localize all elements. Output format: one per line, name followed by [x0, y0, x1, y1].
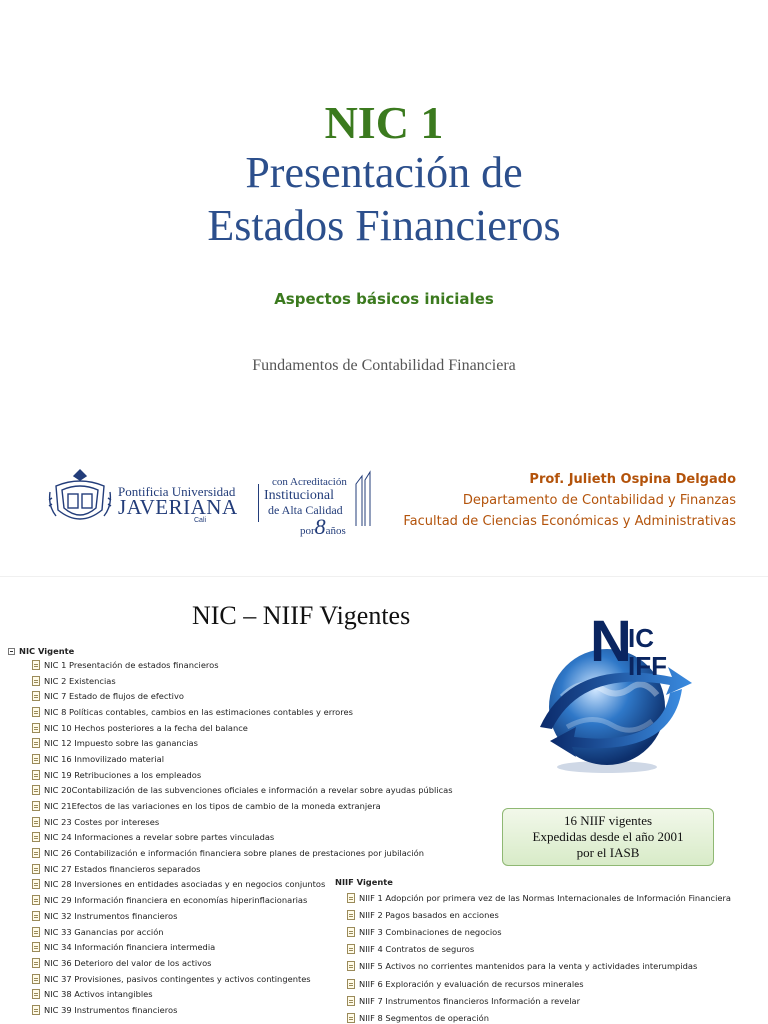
collapse-icon[interactable]	[8, 648, 15, 655]
document-icon	[32, 801, 40, 811]
niif-globe-icon	[532, 617, 702, 777]
document-icon	[32, 707, 40, 717]
nic-title: NIC 1	[324, 97, 444, 148]
document-icon	[32, 691, 40, 701]
niif-item[interactable]	[347, 923, 731, 940]
document-icon	[32, 832, 40, 842]
document-icon	[32, 723, 40, 733]
nic-item-label: NIC 32 Instrumentos financieros	[44, 910, 178, 921]
nic-item-label: NIC 12 Impuesto sobre las ganancias	[44, 738, 198, 749]
niif-tree	[333, 875, 731, 1024]
document-icon	[32, 927, 40, 937]
document-icon	[32, 848, 40, 858]
document-icon	[347, 893, 355, 903]
box-line-3: por el IASB	[576, 845, 640, 860]
nic-tree-header[interactable]	[8, 645, 453, 657]
nic-item-label: NIC 28 Inversiones en entidades asociadas y en negocios conjuntos	[44, 879, 326, 890]
document-icon	[347, 996, 355, 1006]
main-title	[0, 146, 768, 252]
slide-standards	[0, 577, 768, 1024]
document-icon	[32, 974, 40, 984]
niif-item-label: NIIF 7 Instrumentos financieros Información a revelar	[359, 995, 581, 1006]
nic-item[interactable]	[32, 688, 453, 704]
box-line-1: 16 NIIF vigentes	[563, 813, 653, 828]
accreditation-line-2: Institucional	[264, 488, 334, 503]
nic-item[interactable]	[32, 767, 453, 783]
author-faculty: Facultad de Ciencias Económicas y Administrativas	[403, 514, 736, 529]
accreditation-por: por	[300, 525, 315, 537]
nic-item-label: NIC 1 Presentación de estados financieros	[44, 659, 219, 670]
document-icon	[32, 770, 40, 780]
document-icon	[347, 910, 355, 920]
accreditation-line-3: de Alta Calidad	[268, 503, 343, 517]
nic-item-label: NIC 26 Contabilización e información financiera sobre planes de prestaciones por jubilación	[44, 848, 424, 859]
nic-item[interactable]	[32, 720, 453, 736]
nic-item-label: NIC 19 Retribuciones a los empleados	[44, 769, 202, 780]
niif-tree-header[interactable]: NIIF Vigente	[335, 877, 393, 887]
nic-item[interactable]	[32, 751, 453, 767]
slide2-title: NIC – NIIF Vigentes	[192, 601, 411, 630]
document-icon	[32, 660, 40, 670]
logo-separator	[258, 484, 259, 522]
nic-item[interactable]	[32, 798, 453, 814]
globe-text-iff: IFF	[628, 651, 667, 681]
nic-item-label: NIC 34 Información financiera intermedia	[44, 942, 216, 953]
university-line-1: Pontificia Universidad	[118, 484, 236, 499]
author-department: Departamento de Contabilidad y Finanzas	[462, 493, 736, 508]
document-icon	[32, 1005, 40, 1015]
niif-item-label: NIIF 2 Pagos basados en acciones	[359, 909, 499, 920]
nic-item-label: NIC 29 Información financiera en economías hiperinflacionarias	[44, 895, 308, 906]
nic-item-label: NIC 37 Provisiones, pasivos contingentes y activos contingentes	[44, 973, 311, 984]
document-icon	[347, 979, 355, 989]
document-icon	[32, 911, 40, 921]
nic-item-label: NIC 21Efectos de las variaciones en los tipos de cambio de la moneda extranjera	[44, 801, 381, 812]
niif-item-label: NIIF 6 Exploración y evaluación de recursos minerales	[359, 978, 584, 989]
nic-item-label: NIC 23 Costes por intereses	[44, 816, 160, 827]
niif-item[interactable]	[347, 941, 731, 958]
university-logo	[46, 466, 376, 539]
accreditation-number: 8	[314, 514, 326, 539]
nic-item-label: NIC 20Contabilización de las subvenciones oficiales e información a revelar sobre ayudas públicas	[44, 785, 453, 796]
course-name: Fundamentos de Contabilidad Financiera	[252, 357, 516, 374]
niif-item[interactable]	[347, 958, 731, 975]
title-line-1: Presentación de	[245, 148, 523, 197]
nic-item-label: NIC 39 Instrumentos financieros	[44, 1004, 178, 1015]
nic-header-label: NIC Vigente	[19, 646, 75, 656]
globe-text-ic: IC	[628, 623, 654, 653]
document-icon	[347, 1013, 355, 1023]
accreditation-years	[300, 514, 346, 540]
niif-item-label: NIIF 1 Adopción por primera vez de las Normas Internacionales de Información Financiera	[359, 892, 731, 903]
niif-item[interactable]	[347, 975, 731, 992]
document-icon	[32, 817, 40, 827]
document-icon	[32, 864, 40, 874]
document-icon	[347, 944, 355, 954]
document-icon	[32, 942, 40, 952]
document-icon	[32, 738, 40, 748]
nic-item-label: NIC 38 Activos intangibles	[44, 989, 153, 1000]
niif-item[interactable]	[347, 889, 731, 906]
nic-item[interactable]	[32, 657, 453, 673]
niif-item-label: NIIF 4 Contratos de seguros	[359, 944, 475, 955]
document-icon	[32, 676, 40, 686]
nic-item-label: NIC 2 Existencias	[44, 675, 116, 686]
document-icon	[32, 989, 40, 999]
nic-item[interactable]	[32, 735, 453, 751]
niif-item[interactable]	[347, 906, 731, 923]
niif-item[interactable]	[347, 1009, 731, 1024]
niif-item-label: NIIF 5 Activos no corrientes mantenidos para la venta y actividades interumpidas	[359, 961, 698, 972]
document-icon	[32, 895, 40, 905]
nic-item-label: NIC 10 Hechos posteriores a la fecha del balance	[44, 722, 248, 733]
nic-item-label: NIC 27 Estados financieros separados	[44, 863, 201, 874]
niif-item-label: NIIF 8 Segmentos de operación	[359, 1012, 489, 1023]
globe-letter-n: N	[590, 617, 632, 674]
author-block	[403, 469, 736, 532]
crest-icon	[46, 466, 114, 530]
author-name: Prof. Julieth Ospina Delgado	[529, 472, 736, 487]
nic-item-label: NIC 8 Políticas contables, cambios en las estimaciones contables y errores	[44, 706, 353, 717]
nic-item[interactable]	[32, 783, 453, 799]
document-icon	[347, 961, 355, 971]
nic-item[interactable]	[32, 814, 453, 830]
document-icon	[347, 927, 355, 937]
document-icon	[32, 754, 40, 764]
box-line-2: Expedidas desde el año 2001	[532, 829, 684, 844]
niif-item-label: NIIF 3 Combinaciones de negocios	[359, 926, 502, 937]
niif-info-box	[502, 808, 714, 866]
university-city: Cali	[194, 517, 207, 524]
decorative-lines-icon	[354, 470, 372, 528]
title-line-2: Estados Financieros	[207, 201, 561, 250]
university-name: JAVERIANA	[118, 495, 238, 519]
nic-item-label: NIC 16 Inmovilizado material	[44, 753, 165, 764]
accreditation-anos: años	[325, 525, 346, 537]
nic-item-label: NIC 33 Ganancias por acción	[44, 926, 164, 937]
nic-item-label: NIC 36 Deterioro del valor de los activos	[44, 957, 212, 968]
subtitle: Aspectos básicos iniciales	[274, 290, 494, 308]
nic-item[interactable]	[32, 845, 453, 861]
document-icon	[32, 879, 40, 889]
niif-item[interactable]	[347, 992, 731, 1009]
document-icon	[32, 785, 40, 795]
accreditation-line-1: con Acreditación	[272, 476, 347, 488]
nic-item-label: NIC 24 Informaciones a revelar sobre partes vinculadas	[44, 832, 275, 843]
document-icon	[32, 958, 40, 968]
nic-item-label: NIC 7 Estado de flujos de efectivo	[44, 691, 184, 702]
niif-list	[335, 889, 731, 1024]
nic-item[interactable]	[32, 704, 453, 720]
nic-item[interactable]	[32, 673, 453, 689]
nic-item[interactable]	[32, 830, 453, 846]
